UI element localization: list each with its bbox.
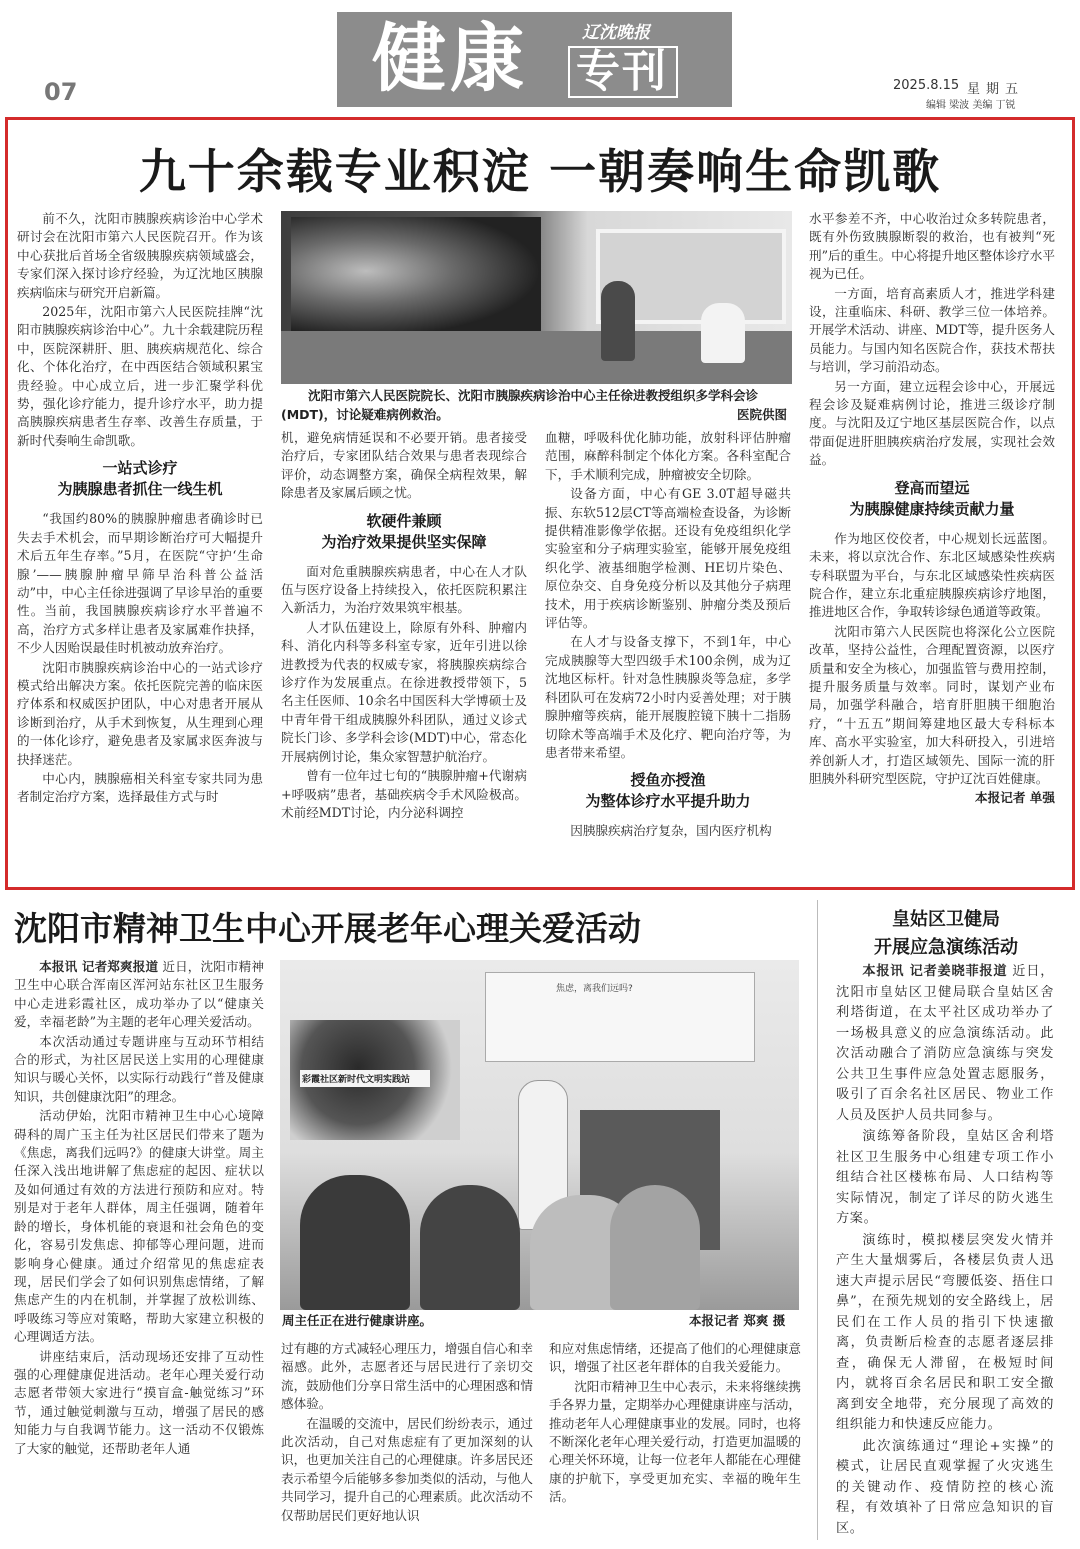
paragraph: 因胰腺疾病治疗复杂，国内医疗机构 [570,823,772,839]
article2-column-1 [14,958,264,1543]
feature-column-3 [545,429,791,870]
article2-photo [280,960,799,1310]
slide-title: 焦虑，离我们远吗? [556,984,633,994]
article3-column [836,962,1054,1544]
issue-date: 2025.8.15 [893,78,960,93]
article2-photo-credit: 本报记者 郑爽 摄 [689,1313,786,1328]
feature-column-1 [17,210,263,870]
ct-scan-screen [291,217,541,337]
masthead-paper-name: 辽沈晚报 [582,23,650,43]
article2-column-2 [281,1340,533,1543]
paragraph: 前不久，沈阳市胰腺疾病诊治中心学术研讨会在沈阳市第六人民医院召开。作为该中心获批后首场全省级胰腺疾病领域盛会，专家们深入探讨诊疗经验，为辽沈地区胰腺疾病临床与研究开启新篇。 [17,211,263,300]
paragraph: 另一方面，建立远程会诊中心，开展远程会诊及疑难病例讨论，推进三级诊疗制度。与沈阳及辽宁地区基层医院合作，以点带面促进肝胆胰疾病治疗发展，实现社会效益。 [809,378,1055,468]
subheading: 软硬件兼顾 为治疗效果提供坚实保障 [321,511,487,551]
caption-text: 沈阳市第六人民医院院长、沈阳市胰腺疾病诊治中心主任徐进教授组织多学科会诊(MDT)，讨论疑难病例救治。 [281,388,759,422]
paragraph: 演练时，模拟楼层突发火情并产生大量烟雾后，各楼层负责人迅速大声提示居民“弯腰低姿、捂住口鼻”，在预先规划的安全路线上，居民们在工作人员的指引下快速撤离，负责断后检查的志愿者逐层排查，确保无人滞留，在极短时间内，就将百余名居民和职工安全撤离到安全地带，充分展现了高效的组织能力和快速反应能力。 [836,1232,1054,1432]
community-banner: 彩霞社区新时代文明实践站 [300,1070,430,1087]
presenter-figure [601,281,635,361]
issue-weekday: 星期五 [967,82,1025,97]
paragraph: 面对危重胰腺疾病患者，中心在人才队伍与医疗设备上持续投入，依托医院积累注入新活力，为治疗效果筑牢根基。 [281,563,527,616]
article2-headline: 沈阳市精神卫生中心开展老年心理关爱活动 [14,909,641,948]
paragraph: 本次活动通过专题讲座与互动环节相结合的形式，为社区居民送上实用的心理健康知识与暖心关怀，以实际行动践行“普及健康知识，共创健康沈阳”的理念。 [14,1033,264,1104]
paragraph: 作为地区佼佼者，中心规划长远蓝图。未来，将以京沈合作、东北区域感染性疾病专科联盟为平台，与东北区域感染性疾病医院合作，建立东北重症胰腺疾病诊疗地图，推进地区合作，争取转诊绿色通道等政策。 [809,530,1055,620]
column-divider [817,900,818,1540]
paragraph: 在人才与设备支撑下，不到1年，中心完成胰腺等大型四级手术100余例，成为辽沈地区标杆。针对急性胰腺炎等急症，多学科团队可在发病72小时内妥善处理；对于胰腺肿瘤等疾病，能开展腹腔镜下胰十二指肠切除术等高端手术及化疗、靶向治疗等，为患者带来希望。 [545,634,791,760]
feature-photo [281,211,792,384]
page-number: 07 [44,78,78,106]
paragraph: 此次演练通过“理论+实操”的模式，让居民直观掌握了火灾逃生的关键动作、疫情防控的核心流程，有效填补了日常应急知识的盲区。 [836,1438,1054,1536]
paragraph [836,962,1054,1126]
paragraph: 曾有一位年过七旬的“胰腺肿瘤+代谢病+呼吸病”患者，基础疾病令手术风险极高。术前经MDT讨论，内分泌科调控 [281,768,527,820]
paragraph: 2025年，沈阳市第六人民医院挂牌“沈阳市胰腺疾病诊治中心”。九十余载建院历程中，医院深耕肝、胆、胰疾病规范化、综合化、个体化治疗，在中西医结合领域积累宝贵经验。中心成立后，进一步汇聚学科优势，强化诊疗能力，提升诊疗水平，助力提高胰腺疾病患者生存率、改善生存质量，于新时代奏响生命凯歌。 [17,304,263,448]
paragraph: 一方面，培育高素质人才，推进学科建设，注重临床、科研、教学三位一体培养。开展学术活动、讲座、MDT等，提升医务人员能力。与国内知名医院合作，获技术帮扶与培训，学习前沿动态。 [809,285,1055,375]
paragraph: “我国约80%的胰腺肿瘤患者确诊时已失去手术机会，而早期诊断治疗可大幅提升术后五年生存率。”5月，在医院“守护‘生命腺’——胰腺肿瘤早筛早治科普公益活动”中，中心主任徐进强调了早诊早治的重要性。当前，我国胰腺疾病诊疗水平普遍不高，治疗方式多样让患者及家属难作抉择，不少人因贻误最佳时机被动放弃治疗。 [17,511,263,656]
article2-photo-caption: 周主任正在进行健康讲座。 [282,1313,433,1328]
paragraph: 血糖，呼吸科优化肺功能，放射科评估肿瘤范围，麻醉科制定个体化方案。各科室配合下，手术顺利完成，肿瘤被安全切除。 [545,430,791,482]
subheading: 登高而望远 为胰腺健康持续贡献力量 [849,478,1015,518]
paragraph: 中心内，胰腺癌相关科室专家共同为患者制定治疗方案，选择最佳方式与时 [17,770,263,805]
paragraph-text: 近日，沈阳市皇姑区卫健局联合皇姑区舍利塔街道，在太平社区成功举办了一场极具意义的应急演练活动。此次活动融合了消防应急演练与突发公共卫生事件应急处置志愿服务，吸引了百余名社区居民、物业工作人员及医护人员共同参与。 [836,964,1054,1123]
subheading: 一站式诊疗 为胰腺患者抓住一线生机 [57,459,223,499]
editors-credit: 编辑 梁波 美编 丁锐 [926,100,1016,111]
paragraph: 活动伊始，沈阳市精神卫生中心心境障碍科的周广玉主任为社区居民们带来了题为《焦虑，离我们远吗?》的健康大讲堂。周主任深入浅出地讲解了焦虑症的起因、症状以及如何通过有效的方法进行预防和应对。特别是对于老年人群体，周主任强调，随着年龄的增长，身体机能的衰退和社会角色的变化，容易引发焦虑、抑郁等心理问题，进而影响身心健康。通过介绍常见的焦虑症表现，居民们学会了如何识别焦虑情绪，了解焦虑产生的内在机制，并掌握了放松训练、呼吸练习等应对策略，帮助大家建立积极的心理调适方法。 [14,1108,264,1345]
paragraph: 讲座结束后，活动现场还安排了互动性强的心理健康促进活动。老年心理关爱行动志愿者带领大家进行“摸盲盒-触觉练习”环节，通过触觉刺激与互动，增强了居民的感知能力与自我调节能力。这一活动不仅锻炼了大家的触觉，还帮助老年人通 [14,1348,264,1456]
paragraph: 演练筹备阶段，皇姑区舍利塔社区卫生服务中心组建专项工作小组结合社区楼栋布局、人口结构等实际情况，制定了详尽的防火逃生方案。 [836,1129,1054,1226]
feature-column-4 [809,210,1055,870]
feature-photo-caption [281,386,792,424]
masthead [0,0,1080,115]
paragraph: 人才队伍建设上，除原有外科、肿瘤内科、消化内科等多科室专家，近年引进以徐进教授为代表的权威专家，将胰腺疾病综合诊疗作为发展重点。在徐进教授带领下，5名主任医师、10余名中国医科大学博硕士及中青年骨干组成胰腺外科团队，通过义诊式院长门诊、多学科会诊(MDT)中心，常态化开展病例讨论，集众家智慧护航治疗。 [281,619,527,764]
feature-headline: 九十余载专业积淀 一朝奏响生命凯歌 [138,145,942,200]
audience-figure [300,1175,410,1310]
paragraph [14,958,264,1032]
article2-column-3 [549,1340,801,1543]
dateline: 本报讯 记者姜晓菲报道 [862,964,1008,979]
paragraph: 沈阳市精神卫生中心表示，未来将继续携手各界力量，定期举办心理健康讲座与活动，推动老年人心理健康事业的发展。同时，也将不断深化老年心理关爱行动，打造更加温暖的心理关怀环境，让每一位老年人都能在心理健康的护航下，享受更加充实、幸福的晚年生活。 [549,1378,801,1505]
article3-headline: 皇姑区卫健局 开展应急演练活动 [874,909,1018,958]
masthead-subtitle: 专刊 [576,46,668,97]
masthead-title: 健康 [372,16,528,102]
paragraph: 沈阳市第六人民医院也将深化公立医院改革，坚持公益性，合理配置资源，以医疗质量和安全为核心，加强监管与费用控制，提升服务质量与效率。同时，谋划产业布局，加强学科融合，培育肝胆胰干细胞治疗，“十五五”期间筹建地区最大专科标本库、高水平实验室，加大科研投入，引进培养创新人才，打造区域领先、国际一流的肝胆胰外科研究型医院，守护辽沈百姓健康。 [809,623,1055,786]
paragraph: 过有趣的方式减轻心理压力，增强自信心和幸福感。此外，志愿者还与居民进行了亲切交流，鼓励他们分享日常生活中的心理困惑和情感体验。 [281,1341,533,1412]
paragraph: 机，避免病情延误和不必要开销。患者接受治疗后，专家团队结合效果与患者表现综合评价，动态调整方案，确保全病程效果，解除患者及家属后顾之忧。 [281,430,527,501]
paragraph: 在温暖的交流中，居民们纷纷表示，通过此次活动，自己对焦虑症有了更加深刻的认识，也更加关注自己的心理健康。许多居民还表示希望今后能够多参加类似的活动，与他人共同学习，提升自己的心理素质。此次活动不仅帮助居民们更好地认识 [281,1415,533,1523]
paragraph-text: 近日，沈阳市精神卫生中心联合浑南区浑河站东社区卫生服务中心走进彩霞社区，成功举办了以“健康关爱，幸福老龄”为主题的老年心理关爱活动。 [14,959,264,1030]
doctor-figure [701,303,745,363]
paragraph: 设备方面，中心有GE 3.0T超导磁共振、东软512层CT等高端检查设备，为诊断提供精准影像学依据。还设有免疫组织化学实验室和分子病理实验室，能够开展免疫组织化学、液基细胞学检测、HE切片染色、原位杂交、自身免疫分析以及其他分子病理技术，用于疾病诊断鉴别、肿瘤分类及预后评估等。 [545,486,791,631]
paragraph: 水平参差不齐，中心收治过众多转院患者，既有外伤致胰腺断裂的救治，也有被判“死刑”后的重生。中心将提升地区整体诊疗水平视为已任。 [809,211,1055,282]
dateline: 本报讯 记者郑爽报道 [39,959,159,974]
audience-figure [420,1185,520,1310]
subheading: 授鱼亦授渔 为整体诊疗水平提升助力 [585,771,751,811]
byline: 本报记者 单强 [975,790,1055,806]
paragraph: 沈阳市胰腺疾病诊治中心的一站式诊疗模式给出解决方案。依托医院完善的临床医疗体系和权威医护团队，中心对患者开展从诊断到治疗，从手术到恢复，从生理到心理的一体化诊疗，避免患者及家属求医奔波与抉择迷茫。 [17,659,263,767]
feature-photo-credit: 医院供图 [737,407,788,422]
projection-screen [485,972,755,1062]
feature-column-2 [281,429,527,870]
audience-figure [610,1185,700,1310]
paragraph: 和应对焦虑情绪，还提高了他们的心理健康意识，增强了社区老年群体的自我关爱能力。 [549,1341,801,1375]
